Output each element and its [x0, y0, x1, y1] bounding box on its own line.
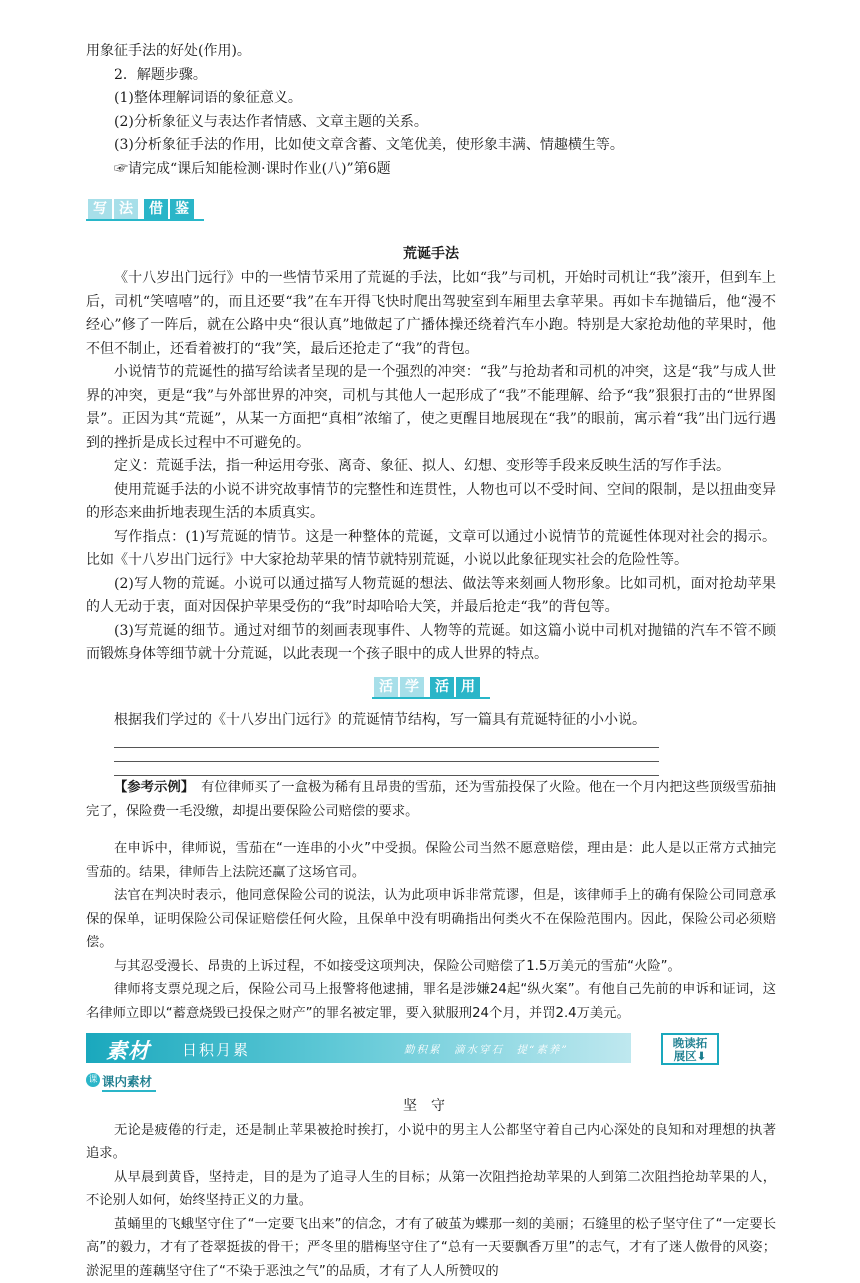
banner-title: 素材: [106, 1035, 150, 1065]
practice-prompt: 根据我们学过的《十八岁出门远行》的荒诞情节结构，写一篇具有荒诞特征的小小说。: [86, 709, 776, 733]
sample-paragraph: 在申诉中，律师说，雪茄在“一连串的小火”中受损。保险公司当然不愿意赔偿，理由是：此人是以正常方式抽完雪茄的。结果，律师告上法院还赢了这场官司。: [86, 837, 776, 884]
answer-line[interactable]: [114, 762, 659, 776]
sample-paragraph: 法官在判决时表示，他同意保险公司的说法，认为此项申诉非常荒谬，但是，该律师手上的确有保险公司同意承保的保单，证明保险公司保证赔偿任何火险，且保单中没有明确指出何类火不在保险范围内。因此，保险公司必须赔偿。: [86, 884, 776, 955]
box-line: 晚读拓: [663, 1037, 717, 1050]
material-title: 坚守: [86, 1095, 776, 1119]
banner-char: 法: [114, 199, 138, 219]
leaf-icon: 课: [86, 1073, 100, 1087]
step-item: (1)整体理解词语的象征意义。: [86, 87, 776, 111]
section-title-absurd: 荒诞手法: [86, 241, 776, 267]
answer-line[interactable]: [114, 748, 659, 762]
material-paragraph: 从早晨到黄昏，坚持走，目的是为了追寻人生的目标；从第一次阻挡抢劫苹果的人到第二次阻挡抢劫苹果的人，不论别人如何，始终坚持正义的力量。: [86, 1166, 776, 1213]
box-line: 展区⬇: [663, 1050, 717, 1063]
tag-label: 课内素材: [102, 1072, 156, 1092]
sample-paragraph: 有位律师买了一盒极为稀有且昂贵的雪茄，还为雪茄投保了火险。他在一个月内把这些顶级雪茄抽完了，保险费一毛没缴，却提出要保险公司赔偿的要求。: [86, 780, 776, 819]
banner-char: 活: [374, 677, 398, 697]
answer-lines: [86, 734, 776, 776]
paragraph: (2)写人物的荒诞。小说可以通过描写人物荒诞的想法、做法等来刻画人物形象。比如司机，面对抢劫苹果的人无动于衷，面对因保护苹果受伤的“我”时却哈哈大笑，并最后抢走“我”的背包等。: [86, 573, 776, 620]
paragraph: 写作指点：(1)写荒诞的情节。这是一种整体的荒诞，文章可以通过小说情节的荒诞性体现对社会的揭示。比如《十八岁出门远行》中大家抢劫苹果的情节就特别荒诞，小说以此象征现实社会的危险性等。: [86, 526, 776, 573]
paragraph: (3)写荒诞的细节。通过对细节的刻画表现事件、人物等的荒诞。如这篇小说中司机对抛锚的汽车不管不顾而锻炼身体等细节就十分荒诞，以此表现一个孩子眼中的成人世界的特点。: [86, 620, 776, 667]
intro-line: 用象征手法的好处(作用)。: [86, 40, 776, 64]
paragraph: 使用荒诞手法的小说不讲究故事情节的完整性和连贯性，人物也可以不受时间、空间的限制，是以扭曲变异的形态来曲折地表现生活的本质真实。: [86, 479, 776, 526]
page: [86, 40, 776, 1283]
huoxue-huoyong-banner: [372, 673, 490, 705]
paragraph: 《十八岁出门远行》中的一些情节采用了荒诞的手法，比如“我”与司机，开始时司机让“我”滚开，但到车上后，司机“笑嘻嘻”的，而且还要“我”在车开得飞快时爬出驾驶室到车厢里去拿苹果。再如卡车抛锚后，他“漫不经心”修了一阵后，就在公路中央“很认真”地做起了广播体操还绕着汽车小跑。特别是大家抢劫他的苹果时，他不但不制止，还看着被打的“我”笑，最后还抢走了“我”的背包。: [86, 267, 776, 361]
homework-link[interactable]: ☞请完成“课后知能检测·课时作业(八)”第6题: [86, 158, 776, 182]
banner-char: 借: [144, 199, 168, 219]
banner-char: 活: [430, 677, 454, 697]
banner-subtitle: 日积月累: [182, 1039, 250, 1060]
paragraph: 定义：荒诞手法，指一种运用夸张、离奇、象征、拟人、幻想、变形等手段来反映生活的写作手法。: [86, 455, 776, 479]
answer-line[interactable]: [114, 734, 659, 748]
kenei-sucai-tag: [86, 1071, 776, 1091]
sample-answer: [86, 776, 776, 1025]
steps-title: 2．解题步骤。: [86, 64, 776, 88]
material-text: [86, 1095, 776, 1283]
step-item: (2)分析象征义与表达作者情感、文章主题的关系。: [86, 111, 776, 135]
sample-paragraph: 律师将支票兑现之后，保险公司马上报警将他逮捕，罪名是涉嫌24起“纵火案”。有他自己先前的申诉和证词，这名律师立即以“蓄意烧毁已投保之财产”的罪名被定罪，要入狱服刑24个月，并罚2.4万美元。: [86, 978, 776, 1025]
xiefa-jiejian-banner: [86, 195, 204, 227]
spacer: [86, 823, 776, 837]
banner-char: 用: [456, 677, 480, 697]
banner-char: 学: [400, 677, 424, 697]
paragraph: 小说情节的荒诞性的描写给读者呈现的是一个强烈的冲突：“我”与抢劫者和司机的冲突，这是“我”与成人世界的冲突，更是“我”与外部世界的冲突，司机与其他人一起形成了“我”不能理解、给予“我”狠狠打击的“世界图景”。正因为其“荒诞”，从某一方面把“真相”浓缩了，使之更醒目地展现在“我”的眼前，寓示着“我”出门远行遇到的挫折是成长过程中不可避免的。: [86, 361, 776, 455]
sample-paragraph: 与其忍受漫长、昂贵的上诉过程，不如接受这项判决，保险公司赔偿了1.5万美元的雪茄“火险”。: [86, 955, 776, 979]
banner-char: 鉴: [170, 199, 194, 219]
step-item: (3)分析象征手法的作用，比如使文章含蓄、文笔优美，使形象丰满、情趣横生等。: [86, 134, 776, 158]
evening-reading-box[interactable]: [661, 1033, 719, 1065]
sucai-banner: [86, 1033, 776, 1067]
banner-slogan: 勤积累 滴水穿石 提“素养”: [404, 1042, 569, 1057]
material-paragraph: 茧蛹里的飞蛾坚守住了“一定要飞出来”的信念，才有了破茧为蝶那一刻的美丽；石缝里的松子坚守住了“一定要长高”的毅力，才有了苍翠挺拔的骨干；严冬里的腊梅坚守住了“总有一天要飘香万里”的志气，才有了迷人傲骨的风姿；淤泥里的莲藕坚守住了“不染于恶浊之气”的品质，才有了人人所赞叹的: [86, 1213, 776, 1283]
banner-char: 写: [88, 199, 112, 219]
material-paragraph: 无论是疲倦的行走，还是制止苹果被抢时挨打，小说中的男主人公都坚守着自己内心深处的良知和对理想的执著追求。: [86, 1119, 776, 1166]
sample-label: 【参考示例】: [114, 780, 188, 795]
